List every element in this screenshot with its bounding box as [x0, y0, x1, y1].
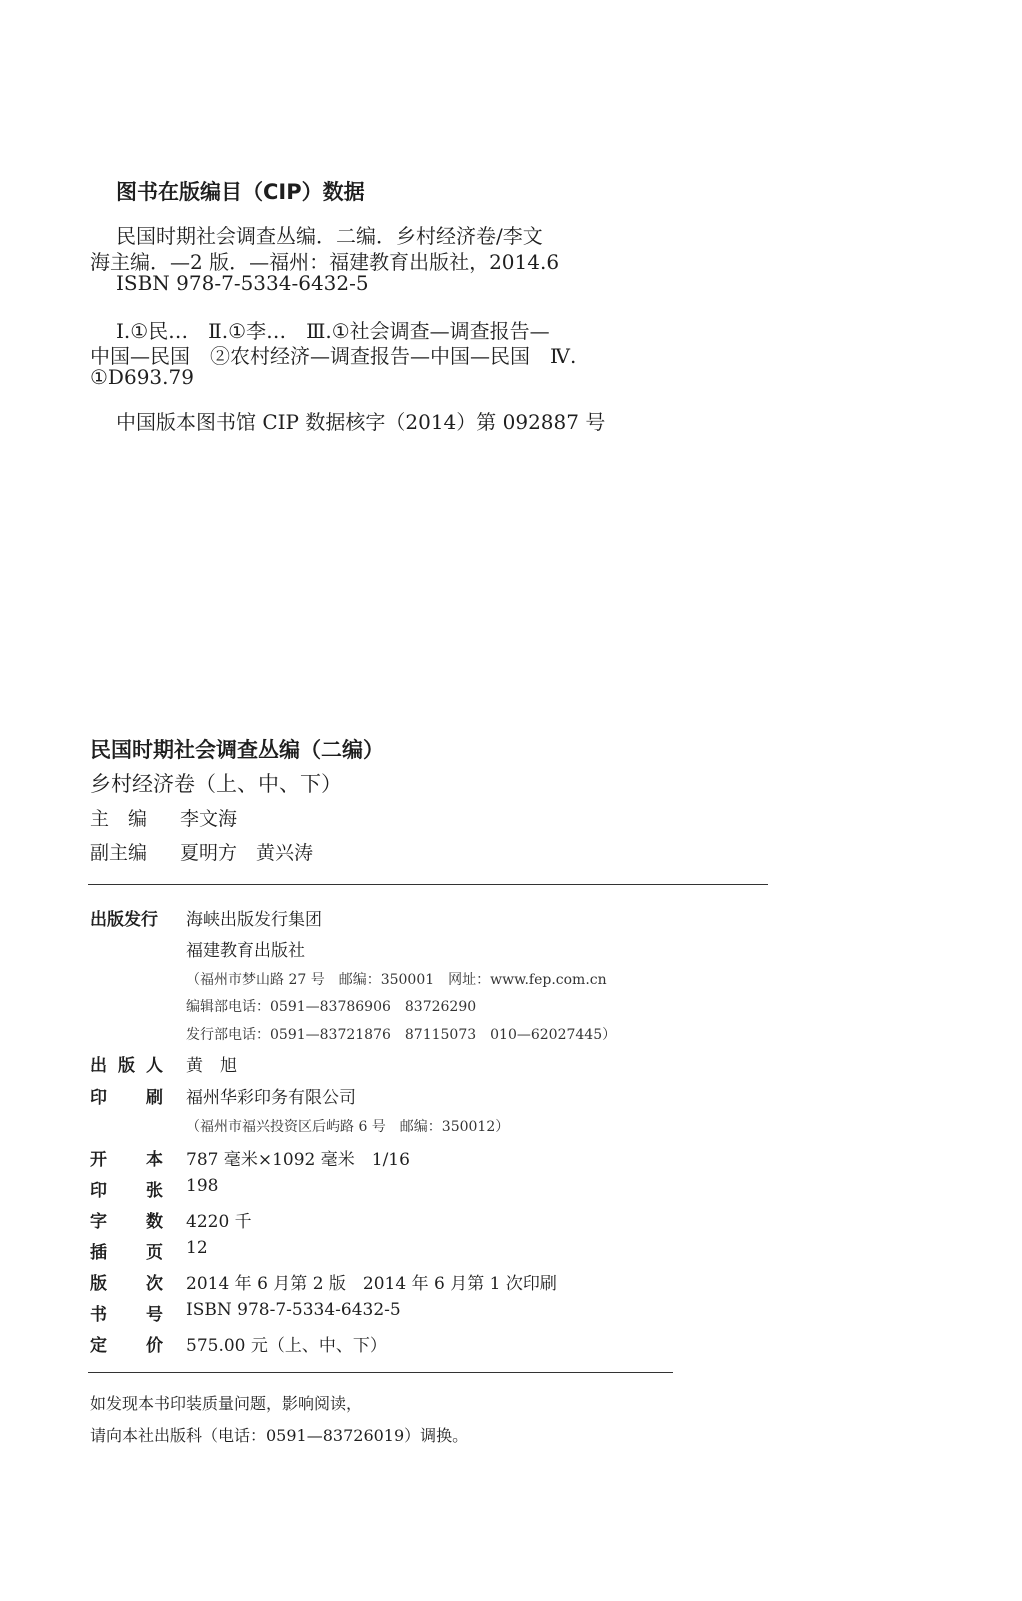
deputy-editor-row — [90, 838, 314, 865]
publisher-name: 福建教育出版社 — [186, 941, 305, 961]
plates-label-char: 页 — [146, 1243, 163, 1263]
plates-label-char: 插 — [90, 1243, 107, 1263]
deputy-editor-label: 副主编 — [90, 842, 148, 864]
series-title: 民国时期社会调查丛编（二编） — [90, 738, 384, 762]
sheets-label-char: 张 — [146, 1181, 163, 1201]
cip-subject-line2: 中国—民国 ②农村经济—调查报告—中国—民国 Ⅳ. — [90, 344, 577, 368]
quality-notice-line1: 如发现本书印装质量问题，影响阅读， — [90, 1394, 363, 1413]
format-label-char: 本 — [146, 1150, 163, 1170]
section-divider-bottom — [88, 1372, 673, 1373]
price: 575.00 元（上、中、下） — [186, 1336, 387, 1356]
publisher-address: （福州市梦山路 27 号 邮编：350001 网址：www.fep.com.cn — [186, 972, 607, 988]
isbn: ISBN 978-7-5334-6432-5 — [186, 1300, 401, 1320]
cip-heading: 图书在版编目（CIP）数据 — [116, 180, 365, 204]
isbn-label-char: 号 — [146, 1305, 163, 1325]
edition-label-char: 次 — [146, 1274, 163, 1294]
chief-editor-label: 主 编 — [90, 808, 148, 830]
publisher-group: 海峡出版发行集团 — [186, 910, 322, 930]
issuer-label-char: 出 — [90, 1056, 107, 1076]
cip-subject-line3: ①D693.79 — [90, 365, 194, 389]
section-divider-top — [88, 884, 768, 885]
price-label-char: 定 — [90, 1336, 107, 1356]
volume-title: 乡村经济卷（上、中、下） — [90, 772, 342, 796]
words-label-char: 数 — [146, 1212, 163, 1232]
cip-entry-line1: 民国时期社会调查丛编．二编．乡村经济卷/李文 — [116, 224, 543, 248]
isbn-label-char: 书 — [90, 1305, 107, 1325]
deputy-editors: 夏明方 黄兴涛 — [180, 842, 314, 864]
edition-label-char: 版 — [90, 1274, 107, 1294]
sheets: 198 — [186, 1176, 219, 1196]
price-label-char: 价 — [146, 1336, 163, 1356]
issuer-label-char: 人 — [146, 1056, 163, 1076]
format-label-char: 开 — [90, 1150, 107, 1170]
issuer-label-char: 版 — [118, 1056, 135, 1076]
words: 4220 千 — [186, 1212, 252, 1232]
sheets-label-char: 印 — [90, 1181, 107, 1201]
words-label-char: 字 — [90, 1212, 107, 1232]
editorial-phone: 编辑部电话：0591—83786906 83726290 — [186, 999, 477, 1015]
quality-notice-line2: 请向本社出版科（电话：0591—83726019）调换。 — [90, 1426, 469, 1445]
cip-entry-line2: 海主编．—2 版．—福州：福建教育出版社，2014.6 — [90, 250, 560, 274]
printer-label-char: 刷 — [146, 1088, 163, 1108]
printer-label-char: 印 — [90, 1088, 107, 1108]
chief-editor: 李文海 — [180, 808, 238, 830]
sales-phone: 发行部电话：0591—83721876 87115073 010—62027445） — [186, 1027, 617, 1043]
issuer: 黄 旭 — [186, 1056, 237, 1076]
cip-isbn: ISBN 978-7-5334-6432-5 — [116, 271, 369, 295]
printer-address: （福州市福兴投资区后屿路 6 号 邮编：350012） — [186, 1119, 510, 1135]
plates: 12 — [186, 1238, 208, 1258]
chief-editor-row — [90, 804, 238, 831]
cip-subject-line1: Ⅰ.①民… Ⅱ.①李… Ⅲ.①社会调查—调查报告— — [116, 319, 550, 343]
edition: 2014 年 6 月第 2 版 2014 年 6 月第 1 次印刷 — [186, 1274, 557, 1294]
format: 787 毫米×1092 毫米 1/16 — [186, 1150, 410, 1170]
cip-verification: 中国版本图书馆 CIP 数据核字（2014）第 092887 号 — [116, 410, 606, 434]
publisher-label: 出版发行 — [90, 910, 158, 930]
printer: 福州华彩印务有限公司 — [186, 1088, 356, 1108]
